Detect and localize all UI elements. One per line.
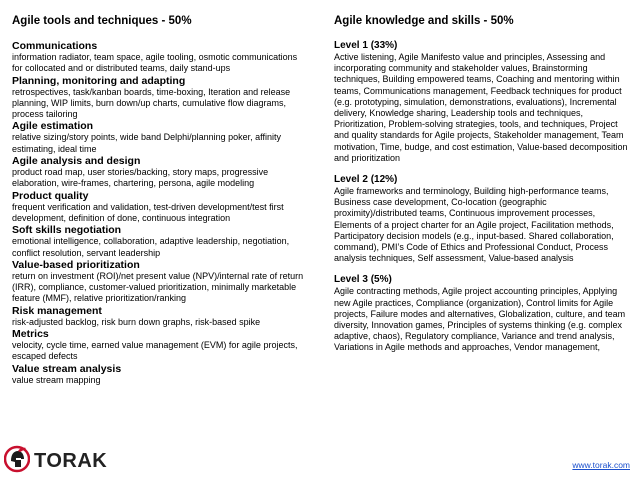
tools-section	[12, 40, 310, 75]
section-title: Agile analysis and design	[12, 155, 141, 168]
knowledge-skills-column	[334, 14, 630, 354]
knowledge-skills-heading: Agile knowledge and skills - 50%	[334, 15, 514, 27]
tools-section	[12, 305, 310, 328]
tools-section	[12, 328, 310, 363]
tools-section	[12, 259, 310, 305]
section-body: risk-adjusted backlog, risk burn down graphs, risk-based spike	[12, 316, 261, 327]
section-title: Planning, monitoring and adapting	[12, 74, 186, 87]
website-link[interactable]: www.torak.com	[572, 460, 630, 470]
section-body: emotional intelligence, collaboration, adaptive leadership, negotiation, conflict resolution, servant leadership	[12, 236, 290, 258]
section-body: information radiator, team space, agile tooling, osmotic communications for collocated and or distributed teams, daily stand-ups	[12, 52, 298, 74]
torak-warrior-helmet-icon	[4, 445, 30, 478]
section-title: Value-based prioritization	[12, 258, 140, 271]
level-body: Active listening, Agile Manifesto value and principles, Assessing and incorporating community and stakeholder values, Brainstorming techniques, Building empowered teams, Coaching and mentoring within teams, Communications management, Feedback techniques for product (e.g. prototyping, simulation, demonstrations, evaluations), Incremental delivery, Knowledge sharing, Leadership tools and techniques, Prioritization, Problem-solving strategies, tools, and techniques, Project and quality standards for Agile projects, Stakeholder management, Team motivation, Time, budge, and cost estimation, Value-based decomposition and prioritization	[334, 52, 628, 163]
section-title: Risk management	[12, 304, 102, 317]
section-body: frequent verification and validation, test-driven development/test first development, definition of done, continuous integration	[12, 201, 284, 223]
section-title: Metrics	[12, 328, 49, 341]
tools-techniques-heading: Agile tools and techniques - 50%	[12, 15, 192, 27]
tools-section	[12, 363, 310, 386]
section-body: return on investment (ROI)/net present value (NPV)/internal rate of return (IRR), compliance, customer-valued prioritization, minimally marketable feature (MMF), relative prioritization/ranking	[12, 270, 304, 304]
section-title: Value stream analysis	[12, 362, 122, 375]
section-title: Agile estimation	[12, 120, 94, 133]
level-title: Level 3 (5%)	[334, 274, 392, 286]
tools-section	[12, 224, 310, 259]
level-title: Level 1 (33%)	[334, 40, 398, 51]
section-body: product road map, user stories/backing, story maps, progressive elaboration, wire-frames, chartering, persona, agile modeling	[12, 167, 269, 189]
torak-logo	[4, 446, 124, 476]
knowledge-level	[334, 274, 630, 353]
brand-name: TORAK	[34, 449, 108, 472]
tools-section	[12, 75, 310, 121]
level-body: Agile frameworks and terminology, Building high-performance teams, Business case development, Co-location (geographic proximity)/distributed teams, Continuous improvement processes, Elements of a project charter for an Agile project, Facilitation methods, Participatory decision models (e.g., input-based. Shared collaboration, command), PMI’s Code of Ethics and Professional Conduct, Process analysis techniques, Self assessment, Value-based analysis	[334, 186, 614, 264]
tools-section	[12, 155, 310, 190]
section-body: relative sizing/story points, wide band Delphi/planning poker, affinity estimating, ideal time	[12, 132, 281, 154]
section-body: velocity, cycle time, earned value management (EVM) for agile projects, escaped defects	[12, 340, 298, 362]
section-body: retrospectives, task/kanban boards, time-boxing, Iteration and release planning, WIP limits, burn down/up charts, cumulative flow diagrams, process tailoring	[12, 86, 291, 120]
tools-section	[12, 190, 310, 225]
tools-section	[12, 120, 310, 155]
section-title: Soft skills negotiation	[12, 224, 122, 237]
tools-techniques-column	[12, 14, 310, 386]
knowledge-level	[334, 174, 630, 264]
section-title: Communications	[12, 40, 98, 52]
level-title: Level 2 (12%)	[334, 174, 398, 186]
section-body: value stream mapping	[12, 374, 101, 385]
level-body: Agile contracting methods, Agile project accounting principles, Applying new Agile practices, Compliance (organization), Control limits for Agile projects, Failure modes and alternatives, Globalization, culture, and team diversity, Innovation games, Principles of systems thinking (e.g. complex adaptive, chaos), Regulatory compliance, Variance and trend analysis, Variations in Agile methods and approaches, Vendor management,	[334, 286, 626, 353]
knowledge-level	[334, 40, 630, 164]
section-title: Product quality	[12, 189, 89, 202]
